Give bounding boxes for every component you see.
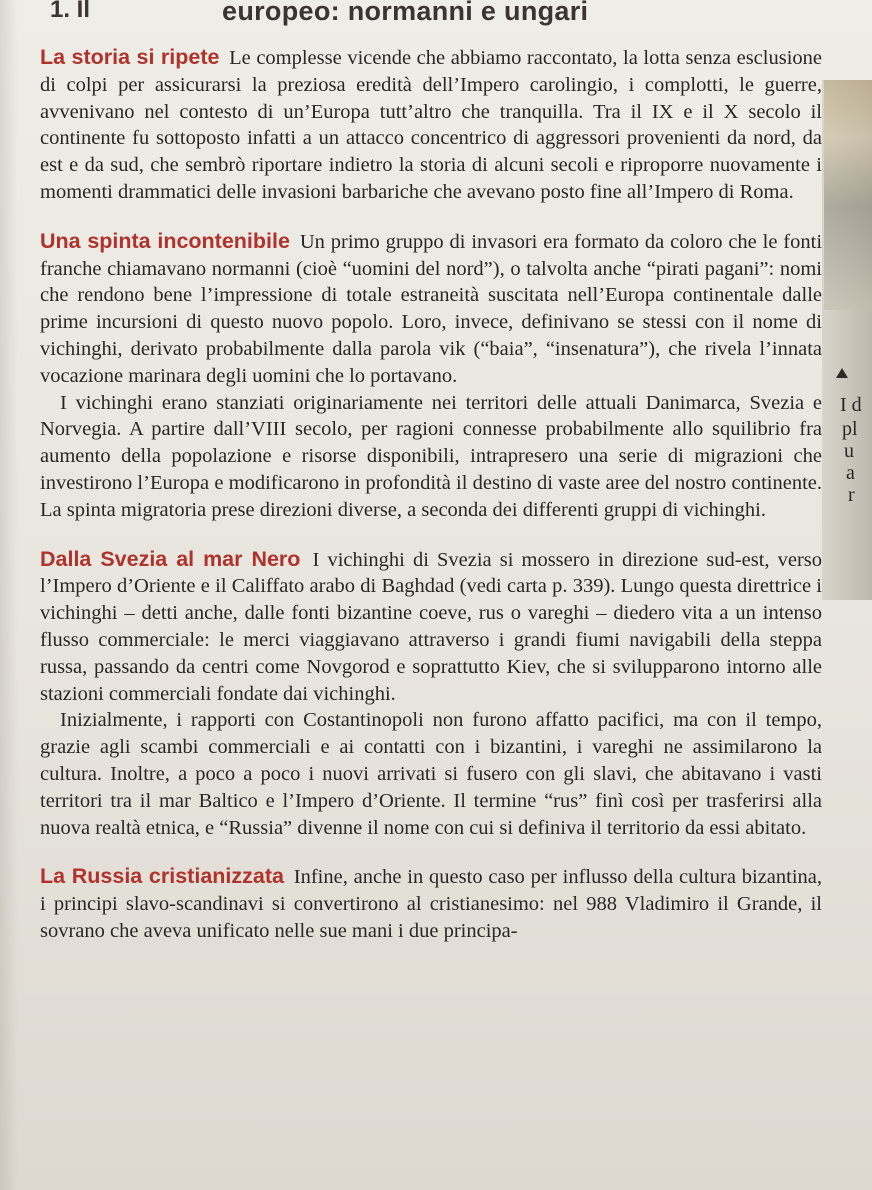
section-heading: La storia si ripete [40,45,220,69]
margin-fragment: u [844,440,854,462]
section-paragraph [40,707,822,841]
margin-fragment: r [848,484,855,506]
paragraph-text: Le complesse vicende che abbiamo raccontato, la lotta senza esclusione di colpi per assicurarsi la preziosa eredità dell’Impero carolingio, i complotti, le guerre, avvenivano nel contesto di un’Europa tutt’altro che tranquilla. Tra il IX e il X secolo il continente fu sottoposto infatti a un attacco concentrico di aggressori provenienti da nord, da est e da sud, che sembrò riportare indietro la storia di alcuni secoli e riproporre nuovamente i momenti drammatici delle invasioni barbariche che avevano posto fine all’Impero di Roma. [40,47,822,203]
margin-fragment: pl [842,418,858,440]
section-paragraph [40,863,822,944]
paragraph-text: I vichinghi di Svezia si mossero in direzione sud-est, verso l’Impero d’Oriente e il Califfato arabo di Baghdad (vedi carta p. 339). Lungo questa direttrice i vichinghi – detti anche, dalle fonti bizantine coeve, rus o vareghi – diedero vita a un intenso flusso commerciale: le merci viaggiavano attraverso i grandi fiumi navigabili della steppa russa, passando da centri come Novgorod e soprattutto Kiev, che si svilupparono intorno alle stazioni commerciali fondate dai vichinghi. [40,548,823,705]
paragraph-text: I vichinghi erano stanziati originariamente nei territori delle attuali Danimarca, Svezia e Norvegia. A partire dall’VIII secolo, per ragioni connesse probabilmente allo squilibrio fra aumento della popolazione e risorse disponibili, intrapresero una serie di migrazioni che investirono l’Europa e modificarono in profondità il destino di vaste aree del nostro continente. La spinta migratoria prese direzioni diverse, a seconda dei differenti gruppi di vichinghi. [40,391,822,521]
paragraph-text: Inizialmente, i rapporti con Costantinopoli non furono affatto pacifici, ma con il tempo, grazie agli scambi commerciali e ai contatti con i bizantini, i vareghi ne assimilarono la cultura. Inoltre, a poco a poco i nuovi arrivati si fusero con gli slavi, che abitavano i vasti territori tra il mar Baltico e l’Impero d’Oriente. Il termine “rus” finì così per trasferirsi alla nuova realtà etnica, e “Russia” divenne il nome con cui si definiva il territorio da essi abitato. [40,709,822,839]
paragraph-text: Un primo gruppo di invasori era formato da coloro che le fonti franche chiamavano normanni (cioè “uomini del nord”), o talvolta anche “pirati pagani”: nomi che rendono bene l’impressione di totale estraneità suscitata nell’Europa continentale dalle prime incursioni di questo nuovo popolo. Loro, invece, definivano se stessi con il nome di vichinghi, derivato probabilmente dalla parola vik (“baia”, “insenatura”), che rivela l’innata vocazione marinara degli uomini che lo portavano. [40,230,823,387]
page-gutter-shadow [0,0,18,1190]
section-heading: La Russia cristianizzata [40,864,284,889]
section-gap [40,524,822,546]
side-illustration [824,80,872,310]
paragraph-text: Infine, anche in questo caso per influsso della cultura bizantina, i principi slavo-scandinavi si convertirono al cristianesimo: nel 988 Vladimiro il Grande, il sovrano che aveva unificato nelle sue mani i due principa- [40,866,823,942]
section-gap [40,841,822,863]
chapter-title: europeo: normanni e ungari [222,0,589,26]
section-paragraph [40,44,822,206]
section-heading: Una spinta incontenibile [40,228,290,253]
main-text-column [40,44,822,945]
section-paragraph [40,390,822,524]
margin-fragment: a [846,462,855,484]
section-heading: Dalla Svezia al mar Nero [40,546,301,571]
section-gap [40,206,822,228]
page-header [50,0,610,44]
triangle-marker-icon [836,368,848,378]
section-paragraph [40,546,822,708]
chapter-number: 1. Il [50,0,91,23]
margin-fragment: I d [840,394,862,416]
section-paragraph [40,228,822,390]
